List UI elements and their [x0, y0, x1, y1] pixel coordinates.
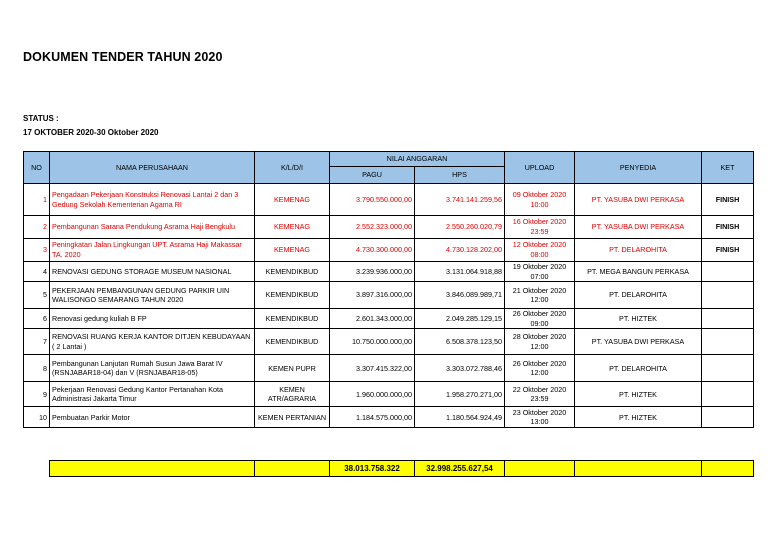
- cell-nama-perusahaan: Peningkatan Jalan Lingkungan UPT. Asrama Haji Makassar TA. 2020: [50, 239, 255, 262]
- cell-upload: 28 Oktober 2020 12:00: [505, 329, 575, 355]
- status-label: STATUS :: [23, 114, 59, 123]
- cell-hps: 2.049.285.129,15: [415, 309, 505, 329]
- table-row: [24, 184, 754, 216]
- header-nilai-anggaran: NILAI ANGGARAN: [330, 152, 505, 167]
- cell-no: 4: [24, 262, 50, 282]
- cell-no: 3: [24, 239, 50, 262]
- cell-upload: 26 Oktober 2020 12:00: [505, 355, 575, 382]
- cell-nama-perusahaan: Pengadaan Pekerjaan Konstruksi Renovasi Lantai 2 dan 3 Gedung Sekolah Kementerian Agama RI: [50, 184, 255, 216]
- cell-upload: 12 Oktober 2020 08:00: [505, 239, 575, 262]
- cell-kldi: KEMENAG: [255, 184, 330, 216]
- header-nama-perusahaan: NAMA PERUSAHAAN: [50, 152, 255, 184]
- cell-kldi: KEMEN PERTANIAN: [255, 407, 330, 428]
- cell-no: 5: [24, 282, 50, 309]
- table-row: [24, 329, 754, 355]
- cell-kldi: KEMENDIKBUD: [255, 282, 330, 309]
- total-spacer: [575, 461, 702, 477]
- cell-penyedia: PT. DELAROHITA: [575, 239, 702, 262]
- cell-kldi: KEMENDIKBUD: [255, 262, 330, 282]
- cell-penyedia: PT. HIZTEK: [575, 407, 702, 428]
- cell-pagu: 4.730.300.000,00: [330, 239, 415, 262]
- cell-ket: [702, 309, 754, 329]
- cell-nama-perusahaan: Renovasi gedung kuliah B FP: [50, 309, 255, 329]
- cell-pagu: 1.184.575.000,00: [330, 407, 415, 428]
- header-upload: UPLOAD: [505, 152, 575, 184]
- cell-hps: 1.958.270.271,00: [415, 382, 505, 407]
- cell-ket: FINISH: [702, 184, 754, 216]
- cell-no: 2: [24, 216, 50, 239]
- cell-upload: 09 Oktober 2020 10:00: [505, 184, 575, 216]
- document-title: DOKUMEN TENDER TAHUN 2020: [23, 50, 223, 64]
- cell-upload: 26 Oktober 2020 09:00: [505, 309, 575, 329]
- cell-nama-perusahaan: Pekerjaan Renovasi Gedung Kantor Pertanahan Kota Administrasi Jakarta Timur: [50, 382, 255, 407]
- header-no: NO: [24, 152, 50, 184]
- table-row: [24, 407, 754, 428]
- table-row: [24, 309, 754, 329]
- cell-pagu: 1.960.000.000,00: [330, 382, 415, 407]
- total-spacer: [702, 461, 754, 477]
- header-hps: HPS: [415, 167, 505, 184]
- cell-nama-perusahaan: RENOVASI GEDUNG STORAGE MUSEUM NASIONAL: [50, 262, 255, 282]
- total-pagu: 38.013.758.322: [330, 461, 415, 477]
- cell-nama-perusahaan: PEKERJAAN PEMBANGUNAN GEDUNG PARKIR UIN WALISONGO SEMARANG TAHUN 2020: [50, 282, 255, 309]
- cell-kldi: KEMENAG: [255, 216, 330, 239]
- cell-no: 1: [24, 184, 50, 216]
- cell-upload: 16 Oktober 2020 23:59: [505, 216, 575, 239]
- cell-nama-perusahaan: RENOVASI RUANG KERJA KANTOR DITJEN KEBUDAYAAN ( 2 Lantai ): [50, 329, 255, 355]
- total-spacer: [255, 461, 330, 477]
- cell-no: 6: [24, 309, 50, 329]
- cell-nama-perusahaan: Pembuatan Parkir Motor: [50, 407, 255, 428]
- table-row: [24, 282, 754, 309]
- cell-kldi: KEMEN PUPR: [255, 355, 330, 382]
- header-pagu: PAGU: [330, 167, 415, 184]
- cell-no: 7: [24, 329, 50, 355]
- cell-nama-perusahaan: Pembangunan Sarana Pendukung Asrama Haji Bengkulu: [50, 216, 255, 239]
- cell-penyedia: PT. YASUBA DWI PERKASA: [575, 216, 702, 239]
- cell-hps: 4.730.128.202,00: [415, 239, 505, 262]
- header-ket: KET: [702, 152, 754, 184]
- cell-upload: 21 Oktober 2020 12:00: [505, 282, 575, 309]
- cell-penyedia: PT. DELAROHITA: [575, 282, 702, 309]
- cell-ket: [702, 282, 754, 309]
- cell-upload: 22 Oktober 2020 23:59: [505, 382, 575, 407]
- cell-kldi: KEMENDIKBUD: [255, 329, 330, 355]
- cell-nama-perusahaan: Pembangunan Lanjutan Rumah Susun Jawa Barat IV (RSNJABAR18-04) dan V (RSNJABAR18-05): [50, 355, 255, 382]
- total-spacer: [505, 461, 575, 477]
- table-row: [24, 262, 754, 282]
- cell-ket: FINISH: [702, 239, 754, 262]
- cell-no: 9: [24, 382, 50, 407]
- table-row: [24, 355, 754, 382]
- cell-ket: [702, 355, 754, 382]
- cell-ket: [702, 329, 754, 355]
- table-row: [24, 382, 754, 407]
- tender-table: [23, 151, 754, 428]
- cell-penyedia: PT. DELAROHITA: [575, 355, 702, 382]
- cell-penyedia: PT. HIZTEK: [575, 309, 702, 329]
- cell-hps: 3.741.141.259,56: [415, 184, 505, 216]
- cell-no: 8: [24, 355, 50, 382]
- cell-penyedia: PT. MEGA BANGUN PERKASA: [575, 262, 702, 282]
- cell-pagu: 3.307.415.322,00: [330, 355, 415, 382]
- cell-kldi: KEMEN ATR/AGRARIA: [255, 382, 330, 407]
- cell-upload: 23 Oktober 2020 13:00: [505, 407, 575, 428]
- totals-row: [49, 460, 754, 477]
- cell-ket: [702, 407, 754, 428]
- total-hps: 32.998.255.627,54: [415, 461, 505, 477]
- cell-hps: 3.131.064.918,88: [415, 262, 505, 282]
- table-row: [24, 239, 754, 262]
- cell-pagu: 3.239.936.000,00: [330, 262, 415, 282]
- cell-pagu: 2.601.343.000,00: [330, 309, 415, 329]
- cell-hps: 3.303.072.788,46: [415, 355, 505, 382]
- cell-penyedia: PT. YASUBA DWI PERKASA: [575, 329, 702, 355]
- cell-hps: 2.550.260.020,79: [415, 216, 505, 239]
- header-kldi: K/L/D/I: [255, 152, 330, 184]
- cell-hps: 6.508.378.123,50: [415, 329, 505, 355]
- cell-kldi: KEMENAG: [255, 239, 330, 262]
- cell-ket: [702, 382, 754, 407]
- cell-kldi: KEMENDIKBUD: [255, 309, 330, 329]
- total-spacer: [50, 461, 255, 477]
- cell-ket: FINISH: [702, 216, 754, 239]
- cell-hps: 1.180.564.924,49: [415, 407, 505, 428]
- status-period: 17 OKTOBER 2020-30 Oktober 2020: [23, 128, 159, 137]
- cell-no: 10: [24, 407, 50, 428]
- header-penyedia: PENYEDIA: [575, 152, 702, 184]
- cell-pagu: 2.552.323.000,00: [330, 216, 415, 239]
- status-block: [23, 112, 158, 140]
- table-row: [24, 216, 754, 239]
- cell-penyedia: PT. HIZTEK: [575, 382, 702, 407]
- cell-penyedia: PT. YASUBA DWI PERKASA: [575, 184, 702, 216]
- cell-pagu: 10.750.000.000,00: [330, 329, 415, 355]
- cell-pagu: 3.790.550.000,00: [330, 184, 415, 216]
- cell-hps: 3.846.089.989,71: [415, 282, 505, 309]
- cell-upload: 19 Oktober 2020 07:00: [505, 262, 575, 282]
- cell-ket: [702, 262, 754, 282]
- cell-pagu: 3.897.316.000,00: [330, 282, 415, 309]
